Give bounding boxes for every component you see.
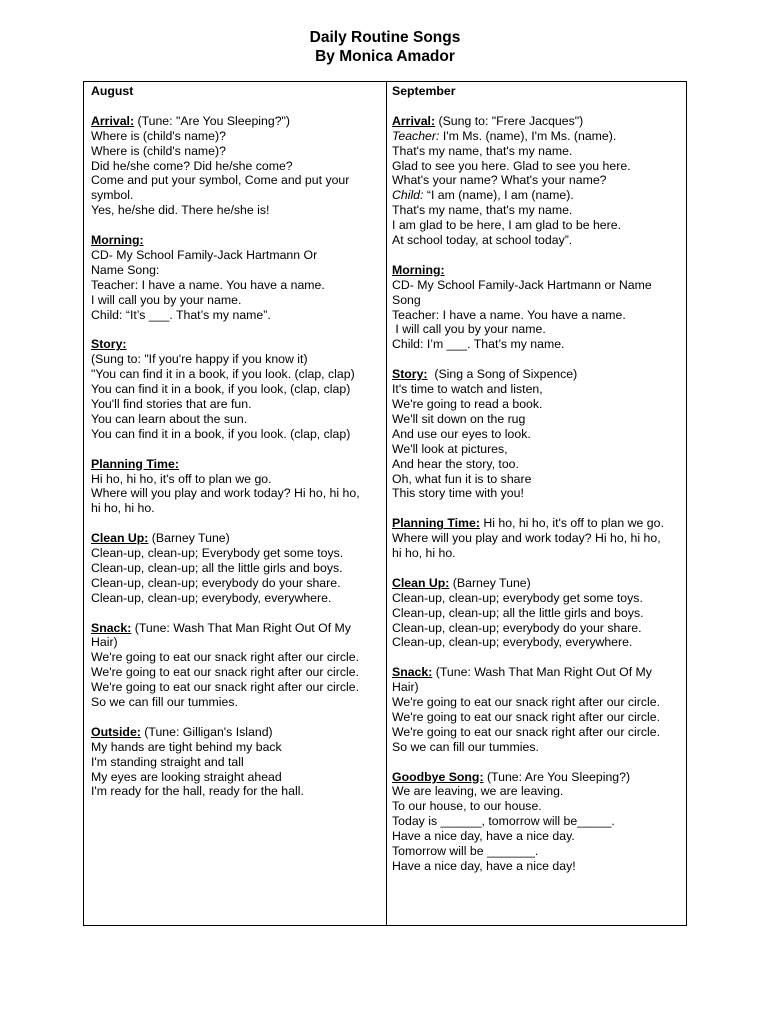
- september-snack-section: [392, 665, 683, 754]
- song-line: CD- My School Family-Jack Hartmann Or: [91, 247, 318, 262]
- song-line: What's your name? What's your name?: [392, 173, 607, 188]
- song-line: Hi ho, hi ho, it's off to plan we go.: [91, 471, 272, 486]
- story-tune: (Sing a Song of Sixpence): [427, 367, 578, 382]
- song-line: Child: I’m ___. That’s my name.: [392, 337, 565, 352]
- song-line: We're going to eat our snack right after our circle.: [91, 650, 359, 665]
- song-line: I will call you by your name.: [392, 322, 546, 337]
- morning-heading: Morning:: [392, 262, 445, 277]
- song-line: Oh, what fun it is to share: [392, 471, 532, 486]
- section-heading-line: [392, 516, 683, 531]
- planning-heading: Planning Time:: [91, 456, 179, 471]
- song-line: At school today, at school today”.: [392, 233, 573, 248]
- song-line: Come and put your symbol, Come and put your: [91, 173, 350, 188]
- song-line: Clean-up, clean-up; all the little girls and boys.: [392, 605, 644, 620]
- september-planning-section: [392, 516, 683, 561]
- song-line: Hair): [91, 635, 118, 650]
- song-line: "You can find it in a book, if you look. (clap, clap): [91, 367, 355, 382]
- august-cleanup-section: [91, 531, 380, 606]
- document-title: [0, 28, 770, 66]
- arrival-tune: (Tune: "Are You Sleeping?"): [134, 113, 291, 128]
- song-line: Clean-up, clean-up; everybody, everywhere.: [392, 635, 633, 650]
- song-line: I'm ready for the hall, ready for the hall.: [91, 784, 304, 799]
- story-heading: Story:: [392, 367, 428, 382]
- september-column: [387, 82, 687, 889]
- section-heading-line: [392, 665, 683, 680]
- september-story-section: [392, 367, 683, 501]
- song-line: We'll look at pictures,: [392, 441, 508, 456]
- song-line: That's my name, that's my name.: [392, 143, 573, 158]
- song-line: You can find it in a book, if you look, (clap, clap): [91, 382, 351, 397]
- song-line: Where will you play and work today? Hi ho, hi ho,: [91, 486, 360, 501]
- song-line: Child: “It’s ___. That’s my name”.: [91, 307, 271, 322]
- teacher-text: I'm Ms. (name), I'm Ms. (name).: [439, 128, 617, 143]
- song-line: My eyes are looking straight ahead: [91, 769, 282, 784]
- song-line: Name Song:: [91, 262, 160, 277]
- song-line: Yes, he/she did. There he/she is!: [91, 203, 270, 218]
- song-line: (Sung to: "If you're happy if you know it): [91, 352, 308, 367]
- september-cleanup-section: [392, 576, 683, 651]
- month-heading-september: September: [392, 84, 456, 98]
- song-line: CD- My School Family-Jack Hartmann or Name: [392, 277, 652, 292]
- song-line: Clean-up, clean-up; everybody do your share.: [91, 575, 341, 590]
- song-line: Clean-up, clean-up; everybody do your share.: [392, 620, 642, 635]
- song-line: My hands are tight behind my back: [91, 739, 282, 754]
- august-column: [84, 82, 386, 814]
- september-morning-section: [392, 263, 683, 352]
- section-heading-line: [392, 576, 683, 591]
- song-line: Teacher: I have a name. You have a name.: [392, 307, 626, 322]
- song-line: I will call you by your name.: [91, 292, 242, 307]
- routine-table: [83, 81, 687, 926]
- arrival-heading: Arrival:: [91, 113, 135, 128]
- song-line: To our house, to our house.: [392, 799, 542, 814]
- song-line: You'll find stories that are fun.: [91, 396, 252, 411]
- song-line: We're going to read a book.: [392, 396, 543, 411]
- song-line: Today is ______, tomorrow will be_____.: [392, 814, 615, 829]
- snack-heading: Snack:: [392, 665, 433, 680]
- august-outside-section: [91, 725, 380, 800]
- song-line: [392, 188, 683, 203]
- song-line: We're going to eat our snack right after our circle.: [392, 724, 660, 739]
- song-line: We're going to eat our snack right after our circle.: [392, 695, 660, 710]
- song-line: symbol.: [91, 188, 134, 203]
- song-line: You can find it in a book, if you look. (clap, clap): [91, 426, 351, 441]
- song-line: Hair): [392, 680, 419, 695]
- song-line: That's my name, that's my name.: [392, 203, 573, 218]
- outside-heading: Outside:: [91, 724, 141, 739]
- song-line: Have a nice day, have a nice day.: [392, 829, 575, 844]
- child-label: Child:: [392, 188, 424, 203]
- august-snack-section: [91, 621, 380, 710]
- song-line: Clean-up, clean-up; all the little girls and boys.: [91, 560, 343, 575]
- song-line: I'm standing straight and tall: [91, 754, 244, 769]
- song-line: hi ho, hi ho.: [91, 501, 155, 516]
- song-line: Where will you play and work today? Hi ho, hi ho,: [392, 531, 661, 546]
- song-line: Where is (child's name)?: [91, 128, 226, 143]
- song-line: And use our eyes to look.: [392, 426, 531, 441]
- august-story-section: [91, 337, 380, 441]
- cleanup-heading: Clean Up:: [392, 575, 450, 590]
- child-text: “I am (name), I am (name).: [423, 188, 574, 203]
- song-line: hi ho, hi ho.: [392, 546, 456, 561]
- section-heading-line: [392, 367, 683, 382]
- cleanup-heading: Clean Up:: [91, 531, 149, 546]
- song-line: Where is (child's name)?: [91, 143, 226, 158]
- snack-tune: (Tune: Wash That Man Right Out Of My: [131, 620, 351, 635]
- song-line: Clean-up, clean-up; Everybody get some toys.: [91, 546, 344, 561]
- song-line: This story time with you!: [392, 486, 524, 501]
- september-goodbye-section: [392, 770, 683, 874]
- september-arrival-section: [392, 114, 683, 248]
- song-line: Did he/she come? Did he/she come?: [91, 158, 293, 173]
- planning-tune: Hi ho, hi ho, it's off to plan we go.: [479, 516, 664, 531]
- section-heading-line: [91, 725, 380, 740]
- song-line: I am glad to be here, I am glad to be here.: [392, 218, 621, 233]
- song-line: So we can fill our tummies.: [91, 695, 238, 710]
- august-morning-section: [91, 233, 380, 322]
- section-heading-line: [91, 621, 380, 636]
- song-line: Clean-up, clean-up; everybody get some toys.: [392, 590, 643, 605]
- arrival-tune: (Sung to: "Frere Jacques"): [435, 113, 584, 128]
- song-line: Teacher: I have a name. You have a name.: [91, 277, 325, 292]
- song-line: Glad to see you here. Glad to see you here.: [392, 158, 631, 173]
- song-line: So we can fill our tummies.: [392, 739, 539, 754]
- section-heading-line: [392, 770, 683, 785]
- planning-heading: Planning Time:: [392, 516, 480, 531]
- goodbye-heading: Goodbye Song:: [392, 769, 484, 784]
- song-line: Clean-up, clean-up; everybody, everywhere.: [91, 590, 332, 605]
- snack-heading: Snack:: [91, 620, 132, 635]
- song-line: Tomorrow will be _______.: [392, 844, 539, 859]
- teacher-label: Teacher:: [392, 128, 440, 143]
- song-line: We are leaving, we are leaving.: [392, 784, 564, 799]
- song-line: We're going to eat our snack right after our circle.: [91, 680, 359, 695]
- title-line-1: Daily Routine Songs: [309, 29, 461, 46]
- section-heading-line: [91, 531, 380, 546]
- song-line: It's time to watch and listen,: [392, 382, 543, 397]
- august-planning-section: [91, 457, 380, 517]
- section-heading-line: [392, 114, 683, 129]
- song-line: We'll sit down on the rug: [392, 411, 526, 426]
- song-line: We're going to eat our snack right after our circle.: [392, 709, 660, 724]
- song-line: And hear the story, too.: [392, 456, 519, 471]
- goodbye-tune: (Tune: Are You Sleeping?): [483, 769, 631, 784]
- cleanup-tune: (Barney Tune): [449, 575, 531, 590]
- song-line: You can learn about the sun.: [91, 411, 248, 426]
- august-arrival-section: [91, 114, 380, 218]
- outside-tune: (Tune: Gilligan's Island): [140, 724, 273, 739]
- song-line: [392, 129, 683, 144]
- song-line: Song: [392, 292, 421, 307]
- section-heading-line: [91, 114, 380, 129]
- snack-tune: (Tune: Wash That Man Right Out Of My: [432, 665, 652, 680]
- cleanup-tune: (Barney Tune): [148, 531, 230, 546]
- month-heading-august: August: [91, 84, 134, 98]
- arrival-heading: Arrival:: [392, 113, 436, 128]
- title-line-2: By Monica Amador: [315, 48, 455, 65]
- song-line: Have a nice day, have a nice day!: [392, 859, 576, 874]
- story-heading: Story:: [91, 337, 127, 352]
- song-line: We're going to eat our snack right after our circle.: [91, 665, 359, 680]
- morning-heading: Morning:: [91, 233, 144, 248]
